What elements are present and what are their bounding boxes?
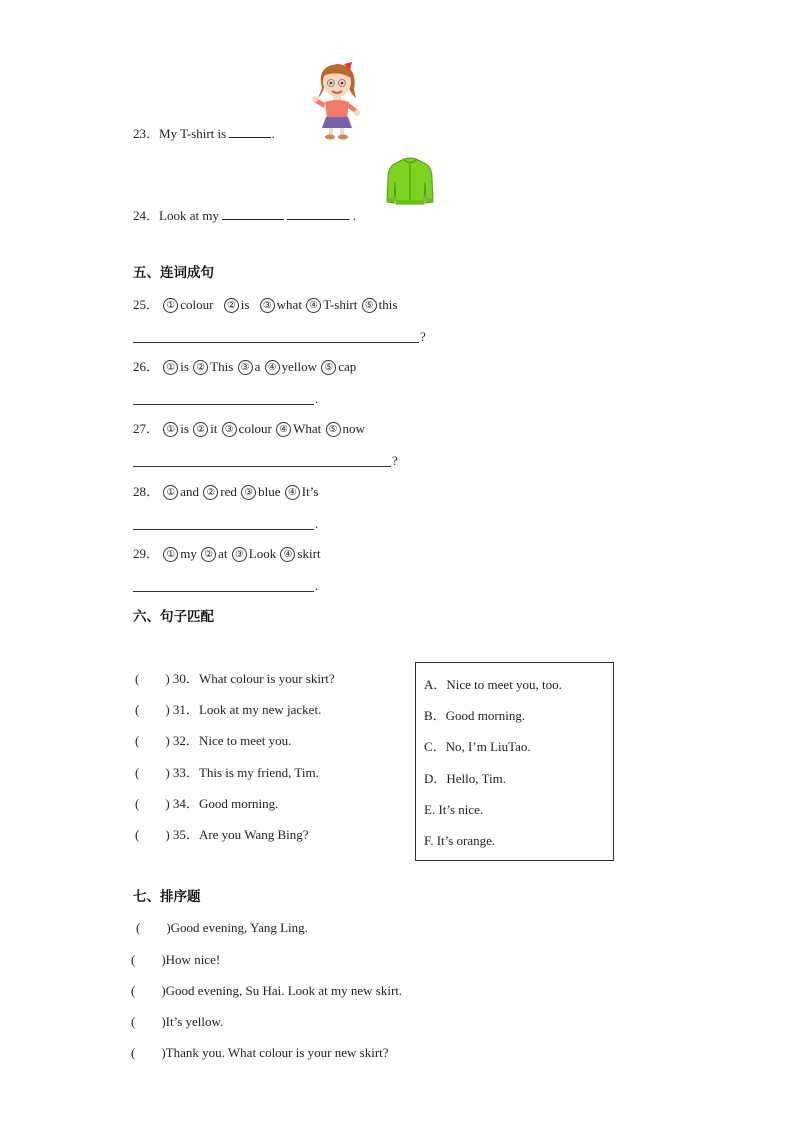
answer-parentheses[interactable]: ( ) [135,702,170,717]
circled-number: ② [193,360,208,375]
section-heading: 五、连词成句 [133,265,214,281]
question-25 [133,297,397,314]
word: colour [180,297,214,312]
question-text: Look at my [159,208,219,223]
word: It’s [301,484,319,499]
match-item-31 [135,702,321,718]
circled-number: ⑤ [321,360,336,375]
question-number: 31． [172,702,199,717]
word: this [378,297,398,312]
word: and [180,484,200,499]
end-punctuation: . [315,516,319,531]
answer-parentheses[interactable]: ( ) [131,1045,166,1060]
question-27 [133,421,365,438]
circled-number: ① [163,547,178,562]
options-box [415,662,614,861]
match-item-33 [135,765,319,781]
circled-number: ③ [241,485,256,500]
match-sentence: What colour is your skirt? [198,671,335,686]
circled-number: ④ [280,547,295,562]
question-number: 29． [133,546,160,561]
answer-line[interactable] [133,466,391,467]
question-28 [133,484,318,501]
circled-number: ⑤ [326,422,341,437]
answer-parentheses[interactable]: ( ) [135,671,170,686]
dialogue-line: It’s yellow. [165,1014,224,1029]
answer-parentheses[interactable]: ( ) [135,827,170,842]
match-sentence: Good morning. [198,796,279,811]
answer-parentheses[interactable]: ( ) [135,733,170,748]
end-punctuation: . [315,391,319,406]
question-number: 30． [172,671,199,686]
word: blue [258,484,281,499]
answer-parentheses[interactable]: ( ) [135,796,170,811]
question-24 [133,208,356,224]
answer-parentheses[interactable]: ( ) [131,983,166,998]
order-item [131,1045,389,1061]
option-a: A．Nice to meet you, too. [424,677,562,692]
circled-number: ① [163,485,178,500]
question-26 [133,359,356,376]
question-text: My T-shirt is [159,126,227,141]
question-number: 28． [133,484,160,499]
word: This [210,359,234,374]
answer-line[interactable] [133,529,314,530]
word: my [180,546,197,561]
match-sentence: This is my friend, Tim. [198,765,319,780]
match-item-35 [135,827,309,843]
circled-number: ② [224,298,239,313]
circled-number: ④ [265,360,280,375]
question-number: 24． [133,208,160,223]
answer-line[interactable] [133,591,314,592]
question-number: 32． [172,733,199,748]
word: a [254,359,261,374]
dialogue-line: Good evening, Yang Ling. [170,920,308,935]
circled-number: ③ [260,298,275,313]
dialogue-line: Thank you. What colour is your new skirt? [165,1045,389,1060]
question-number: 34． [172,796,199,811]
answer-blank[interactable] [229,126,271,138]
circled-number: ② [201,547,216,562]
word: red [220,484,237,499]
dialogue-line: Good evening, Su Hai. Look at my new skirt. [165,983,403,998]
end-punctuation: ? [392,453,398,468]
circled-number: ② [203,485,218,500]
dialogue-line: How nice! [165,952,221,967]
circled-number: ③ [232,547,247,562]
answer-line[interactable] [133,404,314,405]
question-number: 25． [133,297,160,312]
match-item-30 [135,671,335,687]
end-punctuation: ? [420,329,426,344]
circled-number: ① [163,360,178,375]
circled-number: ④ [285,485,300,500]
answer-parentheses[interactable]: ( ) [131,1014,166,1029]
word: it [210,421,218,436]
word: What [293,421,322,436]
word: is [240,297,250,312]
answer-blank-1[interactable] [222,208,284,220]
word: now [342,421,365,436]
word: at [218,546,228,561]
option-d: D．Hello, Tim. [424,771,506,786]
circled-number: ③ [238,360,253,375]
question-23 [133,126,275,142]
order-item [131,1014,223,1030]
circled-number: ④ [276,422,291,437]
answer-parentheses[interactable]: ( ) [131,952,166,967]
match-sentence: Look at my new jacket. [198,702,322,717]
circled-number: ① [163,298,178,313]
question-number: 33． [172,765,199,780]
word: Look [248,546,277,561]
answer-line[interactable] [133,342,419,343]
question-29 [133,546,321,563]
match-item-32 [135,733,291,749]
answer-parentheses[interactable]: ( ) [136,920,171,935]
word: what [276,297,302,312]
circled-number: ④ [306,298,321,313]
jacket-illustration [386,156,434,208]
period: . [352,208,356,223]
option-f: F. It’s orange. [424,833,496,848]
section-heading: 六、句子匹配 [133,609,214,625]
circled-number: ① [163,422,178,437]
question-number: 23． [133,126,160,141]
question-number: 26． [133,359,160,374]
word: yellow [281,359,317,374]
option-c: C．No, I’m LiuTao. [424,739,531,754]
word: is [180,421,189,436]
girl-illustration [308,58,364,140]
word: is [180,359,189,374]
circled-number: ③ [222,422,237,437]
order-item [136,920,308,936]
option-e: E. It’s nice. [424,802,484,817]
answer-parentheses[interactable]: ( ) [135,765,170,780]
circled-number: ② [193,422,208,437]
word: cap [338,359,357,374]
match-item-34 [135,796,278,812]
end-punctuation: . [315,578,319,593]
question-number: 27． [133,421,160,436]
match-sentence: Are you Wang Bing? [198,827,309,842]
option-b: B．Good morning. [424,708,526,723]
period: . [271,126,275,141]
word: skirt [297,546,321,561]
word: T-shirt [323,297,358,312]
question-number: 35． [172,827,199,842]
circled-number: ⑤ [362,298,377,313]
order-item [131,952,220,968]
answer-blank-2[interactable] [287,208,349,220]
word: colour [238,421,272,436]
match-sentence: Nice to meet you. [198,733,292,748]
section-heading: 七、排序题 [133,889,201,905]
order-item [131,983,402,999]
